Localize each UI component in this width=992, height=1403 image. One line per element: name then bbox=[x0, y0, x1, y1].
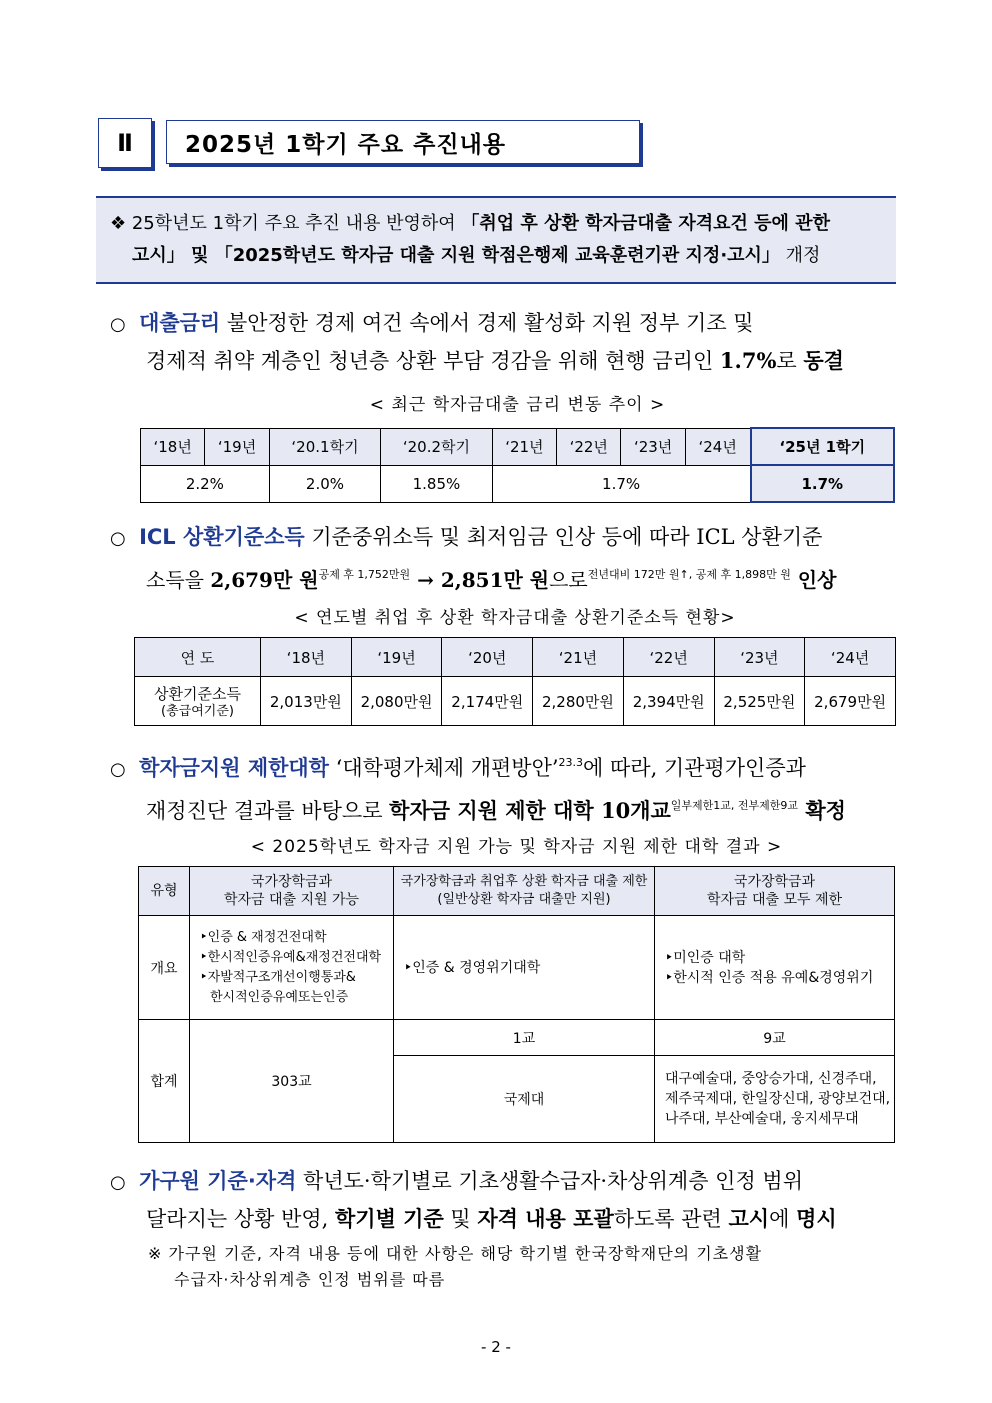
footnote-line-2: 수급자·차상위계층 인정 범위를 따름 bbox=[174, 1270, 446, 1289]
table-header-cell: 연 도 bbox=[135, 638, 261, 677]
p3-highlight: 학자금지원 제한대학 bbox=[139, 756, 329, 780]
p2-highlight: ICL 상환기준소득 bbox=[139, 525, 305, 549]
table-header-cell: ‘22년 bbox=[623, 638, 714, 677]
table-cell: 2,080만원 bbox=[351, 677, 442, 726]
list-item: 대구예술대, 중앙승가대, 신경주대, bbox=[665, 1071, 877, 1087]
table-header-cell: ‘23년 bbox=[621, 428, 685, 465]
list-item: 한시적인증유예또는인증 bbox=[210, 989, 349, 1005]
summary-bold-text-2: 고시」 및 「2025학년도 학자금 대출 지원 학점은행제 교육훈련기관 지정·고시」 bbox=[132, 245, 780, 266]
table-header-cell: ‘19년 bbox=[351, 638, 442, 677]
row-label-sub: (총급여기준) bbox=[161, 704, 234, 719]
p1-text: 불안정한 경제 여건 속에서 경제 활성화 지원 정부 기조 및 bbox=[220, 311, 754, 335]
overview-cell bbox=[655, 916, 895, 1020]
table-header-cell: ‘20.2학기 bbox=[381, 428, 492, 465]
row-label: 개요 bbox=[139, 916, 190, 1020]
table-cell: 1.7% bbox=[492, 465, 750, 502]
summary-suffix: 개정 bbox=[779, 245, 821, 266]
table-row bbox=[139, 1020, 895, 1056]
table-header-cell bbox=[655, 867, 895, 916]
paragraph-icl bbox=[110, 519, 910, 598]
p4-text-2: 달라지는 상황 반영, bbox=[146, 1207, 335, 1231]
p1-text-2: 경제적 취약 계층인 청년층 상환 부담 경감을 위해 현행 금리인 bbox=[146, 349, 720, 373]
row-label-line: 상환기준소득 bbox=[154, 685, 241, 703]
p4-text: 학년도·학기별로 기초생활수급자·차상위계층 인정 범위 bbox=[296, 1169, 804, 1193]
list-item: ‣인증 & 경영위기대학 bbox=[404, 959, 541, 976]
table3-caption: < 2025학년도 학자금 지원 가능 및 학자금 지원 제한 대학 결과 > bbox=[250, 837, 783, 857]
table-header-cell: ‘22년 bbox=[557, 428, 621, 465]
header-line: 학자금 대출 지원 가능 bbox=[223, 892, 360, 908]
summary-line-2 bbox=[110, 240, 886, 272]
p4-text-5: 에 bbox=[769, 1207, 797, 1231]
table-cell: 1교 bbox=[394, 1020, 655, 1056]
restriction-results-table bbox=[138, 866, 895, 1143]
page-number: - 2 - bbox=[481, 1338, 511, 1356]
table-cell: 국제대 bbox=[394, 1056, 655, 1143]
table-row bbox=[139, 916, 895, 1020]
list-item: 제주국제대, 한일장신대, 광양보건대, bbox=[665, 1091, 891, 1107]
table-header-cell: ‘24년 bbox=[805, 638, 896, 677]
table-cell: 2,174만원 bbox=[442, 677, 533, 726]
table-cell: 2.0% bbox=[269, 465, 380, 502]
p2-line-2 bbox=[110, 557, 910, 598]
table-cell-highlight: 1.7% bbox=[751, 465, 895, 502]
paragraph-restricted-universities bbox=[110, 745, 910, 829]
table-header-cell: ‘21년 bbox=[533, 638, 624, 677]
list-item: ‣자발적구조개선이행통과& bbox=[200, 969, 356, 985]
p3-text-2: 재정진단 결과를 바탕으로 bbox=[146, 799, 390, 823]
table-row bbox=[139, 867, 895, 916]
table-cell: 303교 bbox=[190, 1020, 394, 1143]
table-header-cell: ‘18년 bbox=[261, 638, 352, 677]
summary-box bbox=[96, 196, 896, 284]
p3-line-2 bbox=[110, 788, 910, 829]
table-header-cell: ‘23년 bbox=[714, 638, 805, 677]
paragraph-household bbox=[110, 1163, 910, 1237]
section-number: Ⅱ bbox=[98, 118, 152, 168]
table-cell: 2,013만원 bbox=[261, 677, 352, 726]
overview-cell bbox=[394, 916, 655, 1020]
row-label bbox=[135, 677, 261, 726]
table-row bbox=[141, 428, 895, 465]
circle-bullet-icon: ○ bbox=[110, 759, 126, 780]
interest-rate-table bbox=[140, 427, 895, 503]
p4-bold-2: 자격 내용 포괄 bbox=[477, 1206, 614, 1231]
p3-confirm: 확정 bbox=[798, 798, 846, 823]
p2-text-2: 소득을 bbox=[146, 568, 211, 592]
p2-text-3: 으로 bbox=[549, 568, 588, 592]
paragraph-interest-rate bbox=[110, 305, 910, 379]
income-threshold-table bbox=[134, 637, 896, 726]
table-cell: 2,280만원 bbox=[533, 677, 624, 726]
table-cell: 1.85% bbox=[381, 465, 492, 502]
summary-text: ❖ 25학년도 1학기 주요 추진 내용 반영하여 bbox=[110, 213, 462, 234]
table-cell: 9교 bbox=[655, 1020, 895, 1056]
table1-caption: < 최근 학자금대출 금리 변동 추이 > bbox=[369, 395, 666, 415]
p4-bold-3: 고시 bbox=[728, 1206, 770, 1231]
footnote-line-1: ※ 가구원 기준, 자격 내용 등에 대한 사항은 해당 학기별 한국장학재단의 기초생활 bbox=[148, 1244, 763, 1263]
row-label: 합계 bbox=[139, 1020, 190, 1143]
table-header-cell: ‘20.1학기 bbox=[269, 428, 380, 465]
header-line: (일반상환 학자금 대출만 지원) bbox=[437, 892, 611, 907]
p4-text-4: 하도록 관련 bbox=[613, 1207, 729, 1231]
footnote bbox=[148, 1241, 908, 1293]
overview-cell bbox=[190, 916, 394, 1020]
p2-text: 기준중위소득 및 최저임금 인상 등에 따라 ICL 상환기준 bbox=[304, 525, 823, 549]
p1-rate: 1.7% bbox=[719, 348, 777, 373]
p4-text-3: 및 bbox=[443, 1207, 478, 1231]
table-header-cell-highlight: ‘25년 1학기 bbox=[751, 428, 895, 465]
p3-restricted-count: 학자금 지원 제한 대학 10개교 bbox=[389, 798, 671, 823]
university-list-cell bbox=[655, 1056, 895, 1143]
table-header-cell: ‘18년 bbox=[141, 428, 205, 465]
p3-text: ‘대학평가체제 개편방안’ bbox=[328, 756, 559, 780]
p3-sup-a: 23.3 bbox=[558, 756, 584, 769]
list-item: ‣미인증 대학 bbox=[665, 949, 746, 966]
circle-bullet-icon: ○ bbox=[110, 1172, 126, 1193]
p4-line-1 bbox=[110, 1163, 910, 1201]
table-row bbox=[141, 465, 895, 502]
table-header-cell: ‘24년 bbox=[685, 428, 750, 465]
p4-bold-4: 명시 bbox=[796, 1206, 837, 1231]
p1-freeze: 동결 bbox=[803, 348, 844, 373]
table-cell: 2,679만원 bbox=[805, 677, 896, 726]
p2-new-income: → 2,851만 원 bbox=[410, 568, 550, 592]
section-title: 2025년 1학기 주요 추진내용 bbox=[166, 120, 640, 164]
p1-line-1 bbox=[110, 305, 910, 343]
list-item: ‣한시적인증유예&재정건전대학 bbox=[200, 949, 382, 965]
table-header-cell: ‘21년 bbox=[492, 428, 556, 465]
list-item: ‣인증 & 재정건전대학 bbox=[200, 929, 327, 945]
table-row bbox=[135, 638, 896, 677]
p3-sup-2: 일부제한1교, 전부제한9교 bbox=[670, 799, 799, 812]
table-cell: 2,525만원 bbox=[714, 677, 805, 726]
table2-caption: < 연도별 취업 후 상환 학자금대출 상환기준소득 현황> bbox=[294, 608, 736, 628]
table-cell: 2.2% bbox=[141, 465, 270, 502]
summary-bold-text: 「취업 후 상환 학자금대출 자격요건 등에 관한 bbox=[461, 213, 830, 234]
header-line: 국가장학금과 bbox=[733, 874, 816, 890]
table-header-cell bbox=[394, 867, 655, 916]
table-header-cell: 유형 bbox=[139, 867, 190, 916]
header-line: 국가장학금과 취업후 상환 학자금 대출 제한 bbox=[400, 874, 648, 889]
p1-text-3: 로 bbox=[776, 349, 804, 373]
circle-bullet-icon: ○ bbox=[110, 314, 126, 335]
p2-sup-1: 공제 후 1,752만원 bbox=[318, 568, 411, 581]
table-header-cell bbox=[190, 867, 394, 916]
p2-sup-2: 전년대비 172만 원↑, 공제 후 1,898만 원 bbox=[587, 568, 791, 581]
table-cell: 2,394만원 bbox=[623, 677, 714, 726]
header-line: 학자금 대출 모두 제한 bbox=[706, 892, 843, 908]
p1-line-2 bbox=[110, 343, 910, 379]
p3-line-1 bbox=[110, 745, 910, 788]
p2-raise: 인상 bbox=[790, 568, 837, 592]
p1-highlight: 대출금리 bbox=[139, 311, 221, 335]
list-item: 나주대, 부산예술대, 웅지세무대 bbox=[665, 1111, 859, 1127]
table-header-cell: ‘20년 bbox=[442, 638, 533, 677]
table-header-cell: ‘19년 bbox=[205, 428, 269, 465]
list-item: ‣한시적 인증 적용 유예&경영위기 bbox=[665, 969, 874, 986]
p3-text-b: 에 따라, 기관평가인증과 bbox=[583, 756, 806, 780]
p2-old-income: 2,679만 원 bbox=[210, 568, 319, 592]
header-line: 국가장학금과 bbox=[250, 874, 333, 890]
summary-line-1 bbox=[110, 208, 886, 240]
p4-highlight: 가구원 기준·자격 bbox=[139, 1169, 297, 1193]
p4-line-2 bbox=[110, 1201, 910, 1237]
p4-bold-1: 학기별 기준 bbox=[335, 1206, 444, 1231]
p2-line-1 bbox=[110, 519, 910, 557]
circle-bullet-icon: ○ bbox=[110, 528, 126, 549]
table-row bbox=[135, 677, 896, 726]
